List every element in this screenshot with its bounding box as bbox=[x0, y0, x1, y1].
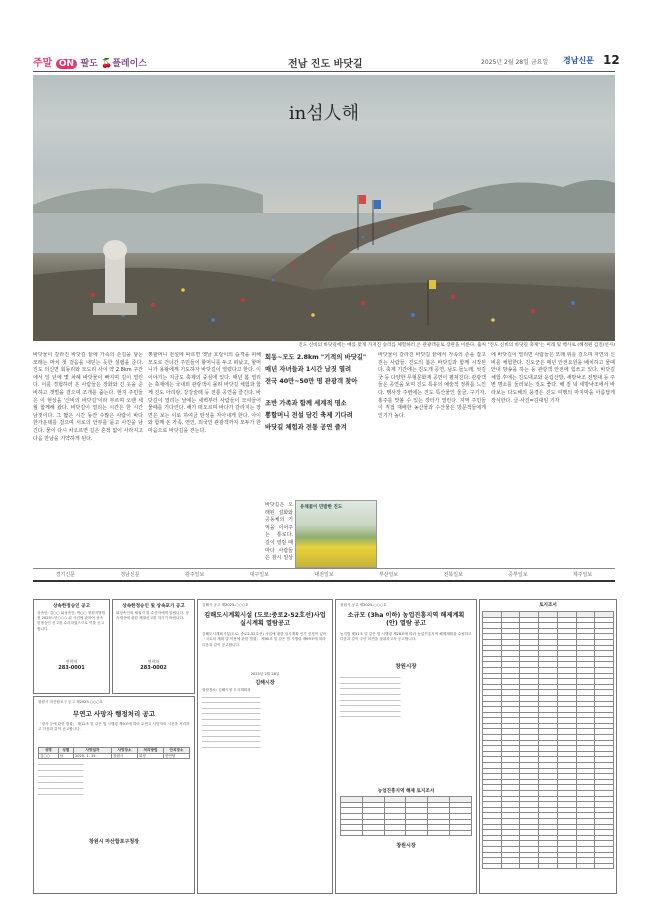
public-notice-unclaimed-deceased bbox=[33, 696, 195, 894]
notice-details: ──────────────────────────── ──────────────────────────── ──────────────────────────── ──────────────────────────── ──────────────────────────── ──────────────────────────── ──────────────────────────── ──────────────────────────── bbox=[340, 676, 401, 720]
notice-title: 무연고 사망자 행정처리 공고 bbox=[72, 710, 156, 719]
partner-logo-row bbox=[33, 568, 615, 582]
pullquote-line: 바닷길 체험과 전통 공연 즐겨 bbox=[265, 424, 347, 431]
notice-org: 김해시 공고 제2025-○○○호 bbox=[202, 603, 249, 607]
table-header: 처리방법 bbox=[137, 748, 163, 754]
article-text-1: 바닷물이 갈라진 바닷길 끝에 가족의 손길을 닿는 모래는 마치 첫 걸음을 내딛는 듯한 설렘을 준다. 진도 의신면 회동리와 모도리 사이 약 2.8km 구간에서 일 년에 몇 차례 바닷물이 빠지며 길이 열린다. 이를 경험하러 온 사람들은 장화와 긴 옷을 준비하고 갯벌을 걸으며 조개를 줍는다. 현지 주민들은 이 현상을 '신비의 바닷길'이라 부르며 오랜 세월 함께해 왔다. 바닷길이 열리는 시간은 한 시간 남짓이다. 그 짧은 시간 동안 수많은 사람이 바다 한가운데를 걸으며 서로의 안부를 묻고 사진을 남긴다. 물이 다시 차오르면 길은 흔적 없이 사라지고 다음 만남을 기약하게 된다. bbox=[33, 352, 143, 442]
deceased-table bbox=[38, 747, 190, 759]
partner-logo: 대전일보 bbox=[314, 572, 334, 578]
notice-body: 김해도시계획시설(도로: 중로2-52호선) 사업에 대한 실시계획 인가 신청이 있어 「국토의 계획 및 이용에 관한 법률」 제90조 및 같은 법 시행령 제99조에 따라 다음과 같이 공고합니다. bbox=[202, 632, 327, 647]
notice-phone-label: 연락처 bbox=[147, 659, 160, 664]
flower-photo-label: 유채꽃이 만발한 진도 bbox=[300, 505, 343, 510]
notice-details: ───────────────────── ───────────────────── ───────────────────── ───────────────────── ───────────────────── ───────────────────── bbox=[38, 763, 84, 798]
article-pullquote bbox=[265, 352, 377, 502]
public-notice-farmland bbox=[335, 599, 477, 894]
partner-logo: 대구일보 bbox=[249, 572, 269, 578]
partner-logo: 경남신문 bbox=[120, 572, 140, 578]
table-title: 토지조서 bbox=[539, 603, 557, 608]
notice-ad-2 bbox=[112, 599, 195, 694]
public-notice-gimhae-road bbox=[197, 599, 333, 894]
notice-footer: 창원시 마산합포구청장 bbox=[88, 839, 140, 846]
farmland-table bbox=[340, 796, 472, 836]
notice-ad-1 bbox=[33, 599, 110, 694]
article-text-4: 바닷물이 갈라진 바닷길 끝에서 가족의 손을 잡고 걷는 사람들. 진도의 봄은 바닷길과 함께 시작된다. 축제 기간에는 진도개 공연, 남도 들노래, 씻김굿 등 다양한 무형문화재 공연이 펼쳐진다. 관광객들은 공연을 보며 진도 특유의 예술적 정취를 느낀다. 행사장 주변에는 진도 특산물인 울금, 구기자, 홍주를 맛볼 수 있는 장터가 열린다. 지역 주민들이 직접 재배한 농산물과 수산물은 방문객들에게 인기가 높다. bbox=[378, 352, 486, 419]
notice-phone-label: 연락처 bbox=[65, 659, 78, 664]
section-title: 전남 진도 바닷길 bbox=[288, 59, 363, 70]
article-text-3: 바닷길은 오래된 설화와 공동체의 기억을 이어주는 통로다. 길이 열릴 때마다 사람들은 잠시 일상 bbox=[265, 502, 293, 562]
photo-title: in섬人해 bbox=[288, 103, 360, 124]
brand-prefix: 주말 bbox=[33, 58, 53, 69]
article-column-2 bbox=[148, 352, 261, 562]
notice-title: 상속한정승인 및 상속포기 공고 bbox=[122, 604, 185, 609]
brand-on-badge: ON bbox=[56, 59, 77, 69]
partner-logo: 경기신문 bbox=[55, 572, 75, 578]
table-header: 성별 bbox=[58, 748, 73, 754]
partner-logo: 전북일보 bbox=[443, 572, 463, 578]
table-row bbox=[39, 753, 190, 759]
photo-caption: 진도 신비의 바닷길에는 매를 맞게 가져진 승리를 체험하러 온 관광객들로 장관을 이룬다. 출처 "진도 신비의 바닷길 축제"는 미래 및 행사로 (해정원 김진/선사) bbox=[298, 343, 615, 348]
notice-section: 열람장소: 김해시청 도시계획과 bbox=[202, 688, 251, 693]
table-cell: 봉안당 bbox=[163, 753, 189, 759]
table-header: 성명 bbox=[39, 748, 59, 754]
table-cell: 화장 bbox=[137, 753, 163, 759]
notice-title: 상속한정승인 공고 bbox=[52, 604, 91, 609]
pullquote-line: 매년 자녀들과 1시간 남짓 열려 bbox=[265, 366, 352, 373]
notice-body: 농지법 제31조 및 같은 법 시행령 제28조에 따라 농업진흥지역 해제계획을 수립하고 다음과 같이 주민 의견을 청취하고자 공고합니다. bbox=[340, 632, 472, 642]
section-brand bbox=[33, 54, 147, 69]
notice-phone: 283-0002 bbox=[140, 665, 167, 671]
table-title: 농업진흥지역 해제 토지조서 bbox=[377, 789, 435, 795]
table-header: 사망장소 bbox=[111, 748, 137, 754]
pullquote-line: 회동~모도 2.8km "기적의 바닷길" bbox=[265, 354, 367, 361]
page-header bbox=[33, 51, 620, 72]
brand-rest: 팔도 🍒플레이스 bbox=[80, 59, 147, 69]
notice-org: 창원시 마산합포구 공고 제2025-○○○호 bbox=[38, 700, 103, 704]
notice-title: 소규모 (3ha 이하) 농업진흥지역 해제계획 (안) 열람 공고 bbox=[347, 612, 465, 628]
article-text-2: 뽕할머니 전설에 따르면 옛날 호랑이의 습격을 피해 모도로 건너간 주민들이 할머니를 두고 떠났고, 할머니가 용왕에게 기도하자 바닷길이 열렸다고 한다. 이 이야기는 지금도 축제의 중심에 있다. 매년 봄 열리는 축제에는 국내외 관광객이 몰려 바닷길 체험과 함께 진도 아리랑, 강강술래 등 전통 공연을 즐긴다. 바닷길이 열리는 날에는 새벽부터 사람들이 모여들어 물때를 기다린다. 해가 떠오르며 바다가 갈라지는 장면은 보는 이로 하여금 탄성을 자아내게 한다. 아이와 함께 온 가족, 연인, 외국인 관광객까지 모두가 한마음으로 바닷길을 걷는다. bbox=[148, 352, 261, 434]
land-table bbox=[482, 611, 614, 869]
table-cell: 창원시 bbox=[111, 753, 137, 759]
table-cell: 김○○ bbox=[39, 753, 59, 759]
flower-photo bbox=[295, 500, 377, 568]
notice-body: 상속인: 김○○ 피상속인: 박○○ 창원지방법원 2025느단○○○ 위 사건에 관하여 상속한정승인 신고를 수리하였으므로 이를 공고합니다. bbox=[37, 611, 106, 631]
pullquote-line: 조반 가족과 함께 세계적 명소 bbox=[265, 400, 347, 407]
article-column-4 bbox=[378, 352, 486, 562]
newspaper-name: 경남신문 bbox=[563, 56, 594, 65]
partner-logo: 중부일보 bbox=[508, 572, 528, 578]
partner-logo: 부산일보 bbox=[378, 572, 399, 578]
table-header: 사망일자 bbox=[73, 748, 111, 754]
table-cell: 2025. 1. 15. bbox=[73, 753, 111, 759]
article-column-5 bbox=[491, 352, 615, 562]
pullquote-line: 전국 40만~50만 명 관광객 찾아 bbox=[265, 378, 358, 385]
notice-footer: 창원시장 bbox=[396, 843, 416, 850]
pullquote-line: 뽕할머니 전설 담긴 축제 기다려 bbox=[265, 412, 353, 419]
table-row bbox=[483, 863, 614, 869]
main-photo bbox=[33, 75, 615, 341]
article-column-1 bbox=[33, 352, 143, 562]
notice-org: 창원시 공고 제2025-○○○호 bbox=[340, 603, 387, 607]
notice-body: 피상속인의 채권자 및 수증자에게 알립니다. 상속재산에 관한 채권신고를 하시기 바랍니다. bbox=[116, 611, 189, 621]
partner-logo: 제주일보 bbox=[572, 572, 593, 578]
notice-body: 「장사 등에 관한 법률」 제12조 및 같은 법 시행령 제9조에 따라 무연고 사망자의 시신을 처리하고 다음과 같이 공고합니다. bbox=[38, 722, 190, 732]
article-column-3 bbox=[265, 502, 293, 562]
notice-date: 2025년 2월 28일 bbox=[250, 672, 280, 677]
notice-phone: 283-0001 bbox=[58, 665, 85, 671]
table-cell: 남 bbox=[58, 753, 73, 759]
partner-logo: 광주일보 bbox=[184, 572, 205, 578]
notice-signer: 김해시장 bbox=[255, 680, 275, 687]
notice-signer: 창원시장 bbox=[395, 664, 417, 671]
notice-details: ─────────────────────────── ─────────────────────────── ─────────────────────────── ─────────────────────────── ─────────────────────────── ─────────────────────────── ─────────────────────────── ─────────────────────────── ─────────────────────────── ─────────────────────────── bbox=[202, 695, 261, 750]
article-text-5: 에 바닷길이 열리면 사람들은 모래 위를 걸으며 자연의 신비를 체험한다. 진도군은 매년 안전요원을 배치하고 물때 안내 방송을 하는 등 관광객 안전에 힘쓰고 있다. 바닷길 체험 후에는 진도대교와 운림산방, 세방낙조 전망대 등 주변 명소를 둘러보는 것도 좋다. 해 질 녘 세방낙조에서 바라보는 다도해의 풍경은 진도 여행의 마지막을 아름답게 장식한다. 글·사진=김대임 기자 bbox=[491, 352, 615, 404]
issue-date: 2025년 2월 28일 금요일 bbox=[481, 59, 549, 66]
page-number: 12 bbox=[603, 53, 620, 67]
pullquote-line bbox=[265, 388, 377, 398]
table-header: 안치장소 bbox=[163, 748, 189, 754]
land-register-table bbox=[479, 599, 617, 894]
notice-title: 김해도시계획시설 (도로:중로2-52호선)사업 실시계획 열람공고 bbox=[204, 612, 326, 628]
